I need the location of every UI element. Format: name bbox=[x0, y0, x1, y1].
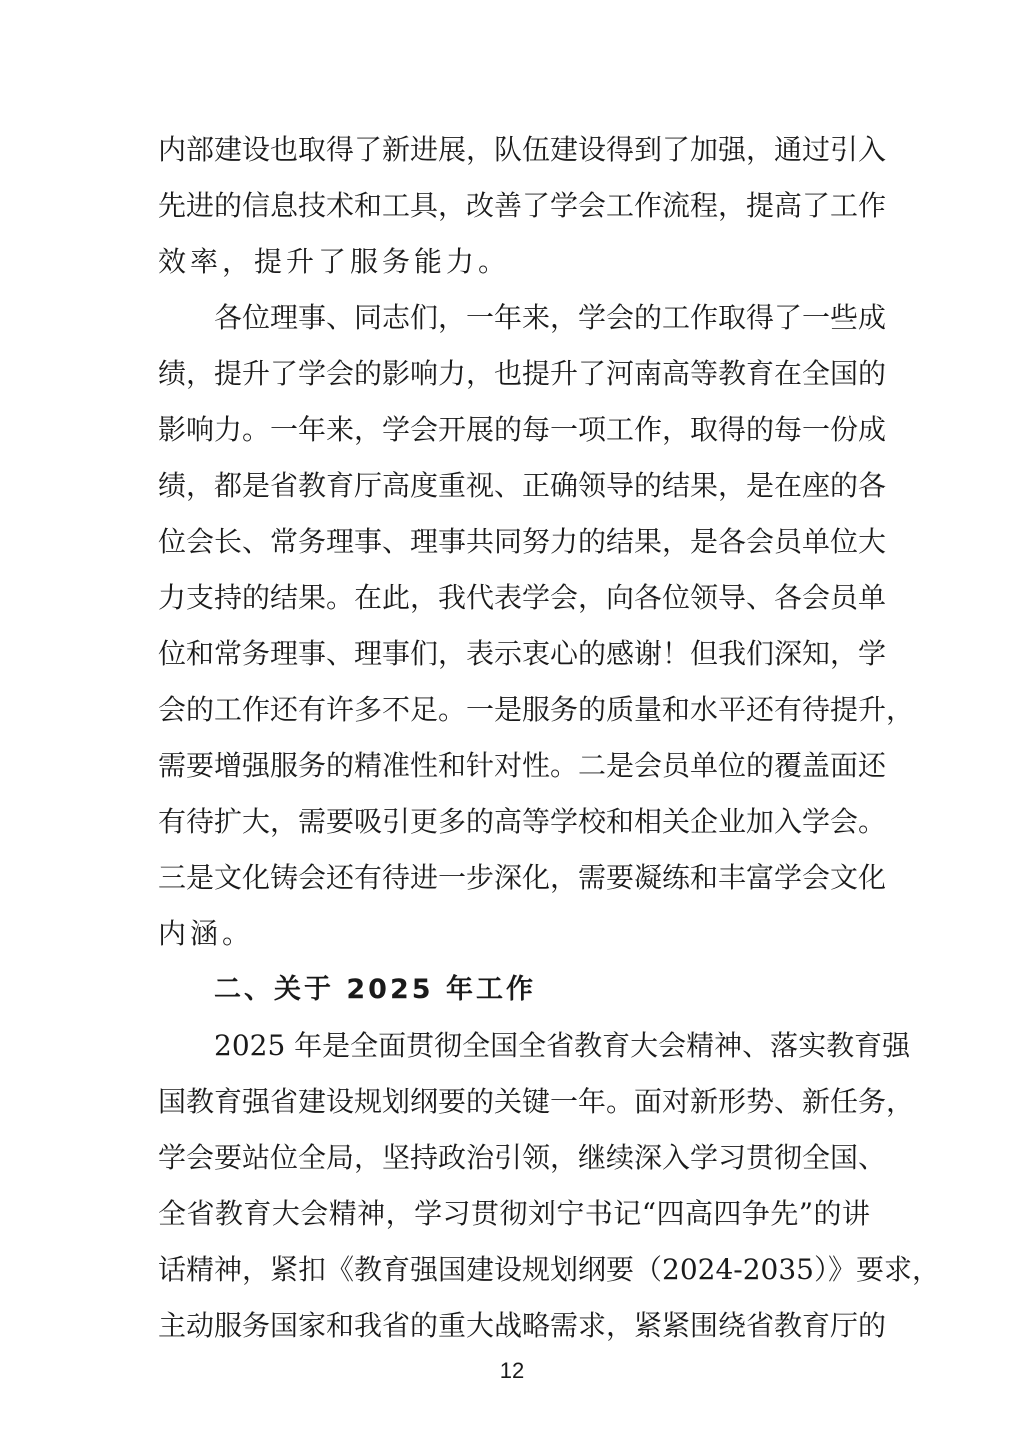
paragraph-3-line-2: 国教育强省建设规划纲要的关键一年。面对新形势、新任务， bbox=[158, 1085, 915, 1118]
paragraph-2-line-8: 会的工作还有许多不足。一是服务的质量和水平还有待提升， bbox=[158, 693, 915, 726]
paragraph-2-line-9: 需要增强服务的精准性和针对性。二是会员单位的覆盖面还 bbox=[158, 749, 887, 782]
paragraph-1-line-3: 效率，提升了服务能力。 bbox=[158, 245, 511, 278]
paragraph-2-line-2: 绩，提升了学会的影响力，也提升了河南高等教育在全国的 bbox=[158, 357, 887, 390]
paragraph-3-line-5: 话精神，紧扣《教育强国建设规划纲要（2024-2035）》要求， bbox=[158, 1253, 940, 1286]
paragraph-2-line-12: 内涵。 bbox=[158, 917, 255, 950]
paragraph-3-line-1: 2025 年是全面贯彻全国全省教育大会精神、落实教育强 bbox=[214, 1029, 911, 1062]
paragraph-3-line-6: 主动服务国家和我省的重大战略需求，紧紧围绕省教育厅的 bbox=[158, 1309, 887, 1342]
paragraph-2-line-3: 影响力。一年来，学会开展的每一项工作，取得的每一份成 bbox=[158, 413, 887, 446]
paragraph-2-line-11: 三是文化铸会还有待进一步深化，需要凝练和丰富学会文化 bbox=[158, 861, 887, 894]
paragraph-1-line-2: 先进的信息技术和工具，改善了学会工作流程，提高了工作 bbox=[158, 189, 887, 222]
paragraph-2-line-10: 有待扩大，需要吸引更多的高等学校和相关企业加入学会。 bbox=[158, 805, 887, 838]
paragraph-1-line-1: 内部建设也取得了新进展，队伍建设得到了加强，通过引入 bbox=[158, 133, 887, 166]
paragraph-3-line-3: 学会要站位全局，坚持政治引领，继续深入学习贯彻全国、 bbox=[158, 1141, 887, 1174]
section-heading: 二、关于 2025 年工作 bbox=[214, 974, 536, 1005]
paragraph-2-line-7: 位和常务理事、理事们，表示衷心的感谢！但我们深知，学 bbox=[158, 637, 887, 670]
paragraph-3-line-4: 全省教育大会精神，学习贯彻刘宁书记“四高四争先”的讲 bbox=[158, 1197, 870, 1230]
page-number: 12 bbox=[499, 1358, 525, 1383]
paragraph-2-line-6: 力支持的结果。在此，我代表学会，向各位领导、各会员单 bbox=[158, 581, 887, 614]
paragraph-2-line-5: 位会长、常务理事、理事共同努力的结果，是各会员单位大 bbox=[158, 525, 887, 558]
paragraph-2-line-1: 各位理事、同志们，一年来，学会的工作取得了一些成 bbox=[214, 301, 887, 334]
paragraph-2-line-4: 绩，都是省教育厅高度重视、正确领导的结果，是在座的各 bbox=[158, 469, 887, 502]
